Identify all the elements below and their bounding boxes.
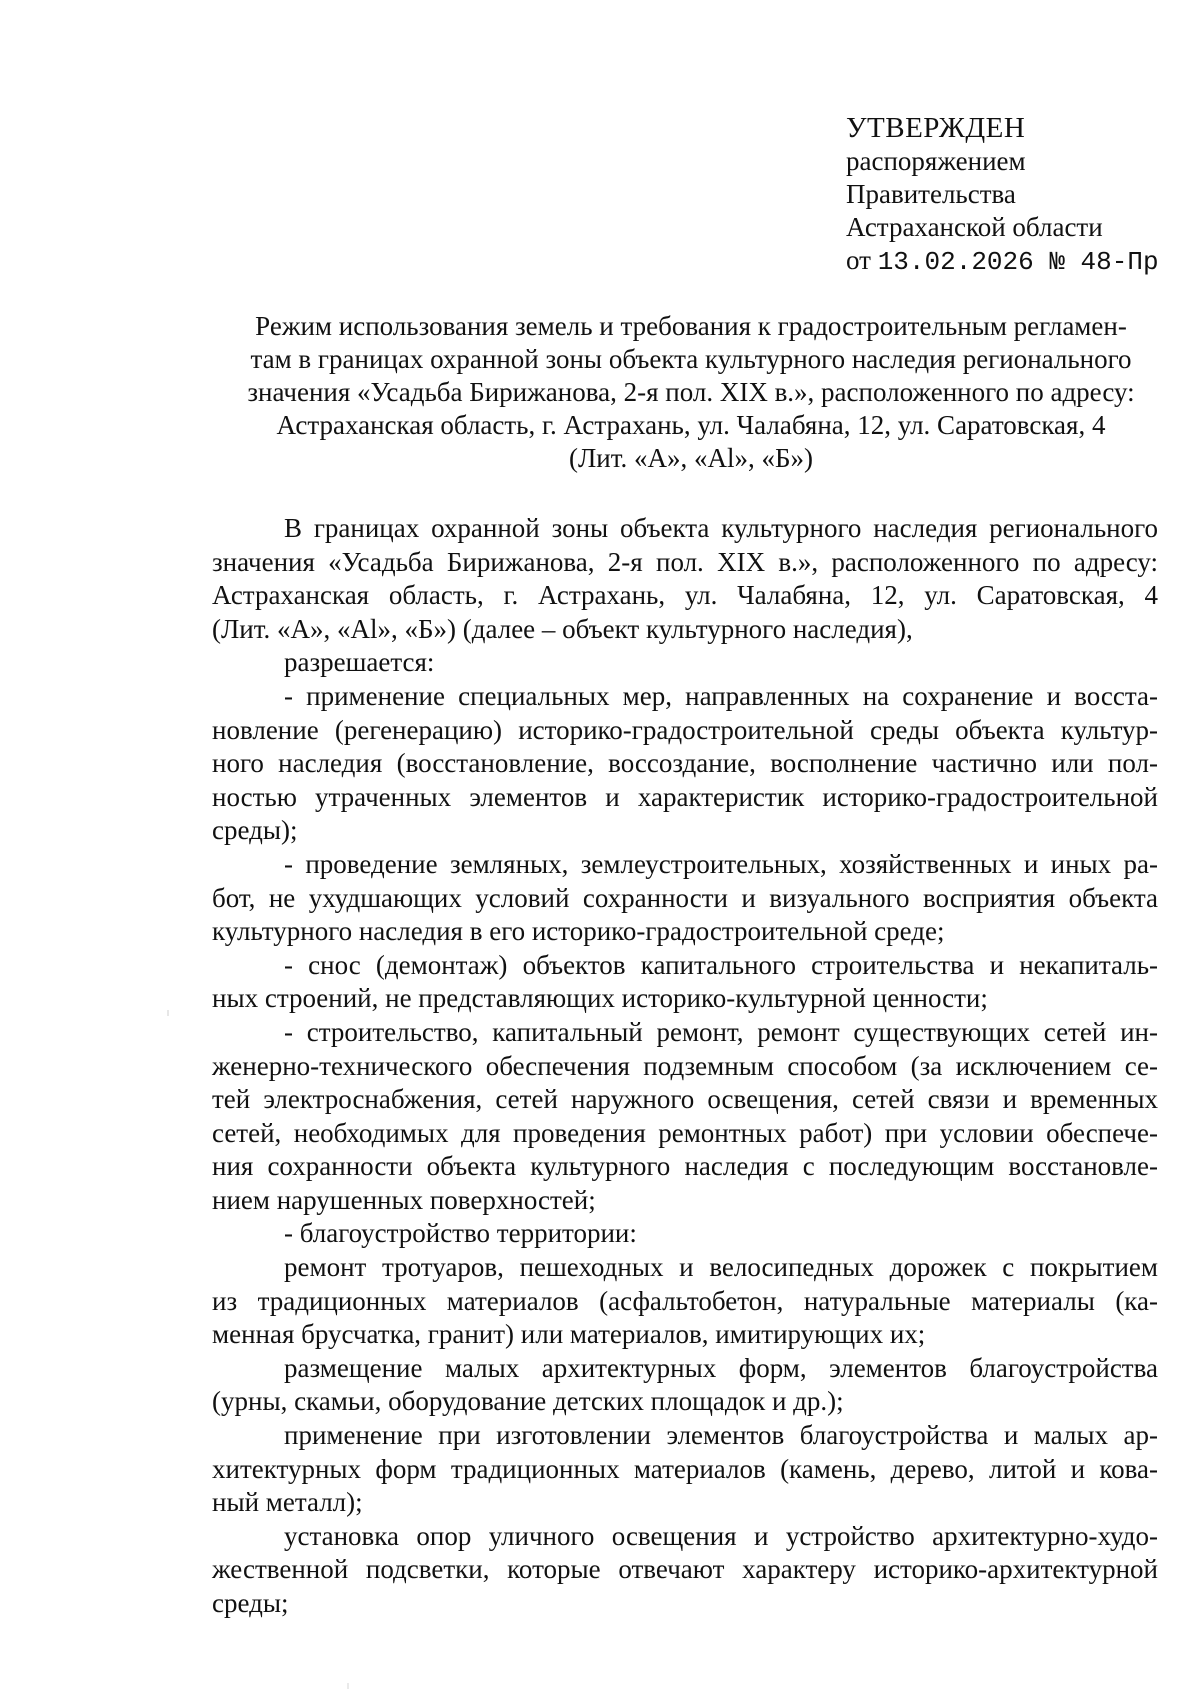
- body-line: - благоустройство территории:: [284, 1218, 637, 1249]
- title-line: Режим использования земель и требования к градостроительным регламен-: [255, 311, 1127, 341]
- title-line: Астраханская область, г. Астрахань, ул. Чалабяна, 12, ул. Саратовская, 4: [276, 410, 1106, 440]
- body-line: - применение специальных мер, направленных на сохранение и восста-: [284, 680, 1158, 711]
- body-line: разрешается:: [284, 647, 435, 678]
- title-line: там в границах охранной зоны объекта культурного наследия регионального: [250, 344, 1132, 374]
- approval-date-prefix: от: [846, 245, 871, 275]
- title-line: значения «Усадьба Бирижанова, 2-я пол. XIX в.», расположенного по адресу:: [247, 377, 1135, 407]
- body-line: применение при изготовлении элементов благоустройства и малых ар-: [284, 1420, 1158, 1451]
- body-line: ного наследия (восстановление, воссоздание, восполнение частично или пол-: [212, 748, 1158, 779]
- body-line: культурного наследия в его историко-градостроительной среде;: [212, 916, 945, 947]
- title-line: (Лит. «А», «Аl», «Б»): [568, 443, 813, 473]
- body-line: сетей, необходимых для проведения ремонтных работ) при условии обеспече-: [212, 1117, 1158, 1148]
- body-line: установка опор уличного освещения и устройство архитектурно-худо-: [284, 1520, 1158, 1551]
- body-line: жественной подсветки, которые отвечают характеру историко-архитектурной: [212, 1554, 1158, 1585]
- body-line: нием нарушенных поверхностей;: [212, 1184, 596, 1215]
- approval-date-number: 13.02.2026 № 48-Пр: [877, 247, 1159, 277]
- body-line: - проведение земляных, землеустроительных, хозяйственных и иных ра-: [284, 848, 1158, 879]
- body-line: размещение малых архитектурных форм, элементов благоустройства: [284, 1352, 1158, 1383]
- body-line: ный металл);: [212, 1487, 363, 1518]
- approval-line-region: Астраханской области: [846, 212, 1103, 242]
- body-line: ных строений, не представляющих историко-культурной ценности;: [212, 983, 988, 1014]
- body-line: Астраханская область, г. Астрахань, ул. Чалабяна, 12, ул. Саратовская, 4: [212, 580, 1158, 611]
- body-line: - снос (демонтаж) объектов капитального строительства и некапиталь-: [284, 949, 1158, 980]
- body-line: среды;: [212, 1588, 289, 1618]
- body-line: ностью утраченных элементов и характеристик историко-градостроительной: [212, 781, 1158, 812]
- approval-stamp: [846, 112, 1176, 279]
- document-body: [212, 512, 1158, 1621]
- body-line: новление (регенерацию) историко-градостроительной среды объекта культур-: [212, 714, 1158, 745]
- body-line: женерно-технического обеспечения подземным способом (за исключением се-: [212, 1050, 1158, 1081]
- body-line: (Лит. «А», «Аl», «Б») (далее – объект культурного наследия),: [212, 613, 913, 644]
- body-line: (урны, скамьи, оборудование детских площадок и др.);: [212, 1386, 844, 1417]
- body-line: из традиционных материалов (асфальтобетон, натуральные материалы (ка-: [212, 1285, 1158, 1316]
- approved-heading: УТВЕРЖДЕН: [846, 112, 1026, 144]
- body-line: менная брусчатка, гранит) или материалов, имитирующих их;: [212, 1319, 926, 1350]
- body-line: ния сохранности объекта культурного наследия с последующим восстановле-: [212, 1151, 1158, 1182]
- body-line: бот, не ухудшающих условий сохранности и визуального восприятия объекта: [212, 882, 1158, 913]
- body-line: хитектурных форм традиционных материалов (камень, дерево, литой и кова-: [212, 1453, 1158, 1484]
- approval-date-line: [846, 244, 1176, 279]
- document-title: [222, 310, 1160, 475]
- body-line: В границах охранной зоны объекта культурного наследия регионального: [284, 513, 1158, 543]
- body-line: ремонт тротуаров, пешеходных и велосипедных дорожек с покрытием: [284, 1252, 1158, 1283]
- body-line: тей электроснабжения, сетей наружного освещения, сетей связи и временных: [212, 1084, 1158, 1115]
- approval-line-order: распоряжением: [846, 146, 1026, 176]
- approval-line-government: Правительства: [846, 179, 1016, 209]
- body-line: - строительство, капитальный ремонт, ремонт существующих сетей ин-: [284, 1016, 1158, 1047]
- body-line: значения «Усадьба Бирижанова, 2-я пол. XIX в.», расположенного по адресу:: [212, 546, 1158, 577]
- body-line: среды);: [212, 815, 298, 846]
